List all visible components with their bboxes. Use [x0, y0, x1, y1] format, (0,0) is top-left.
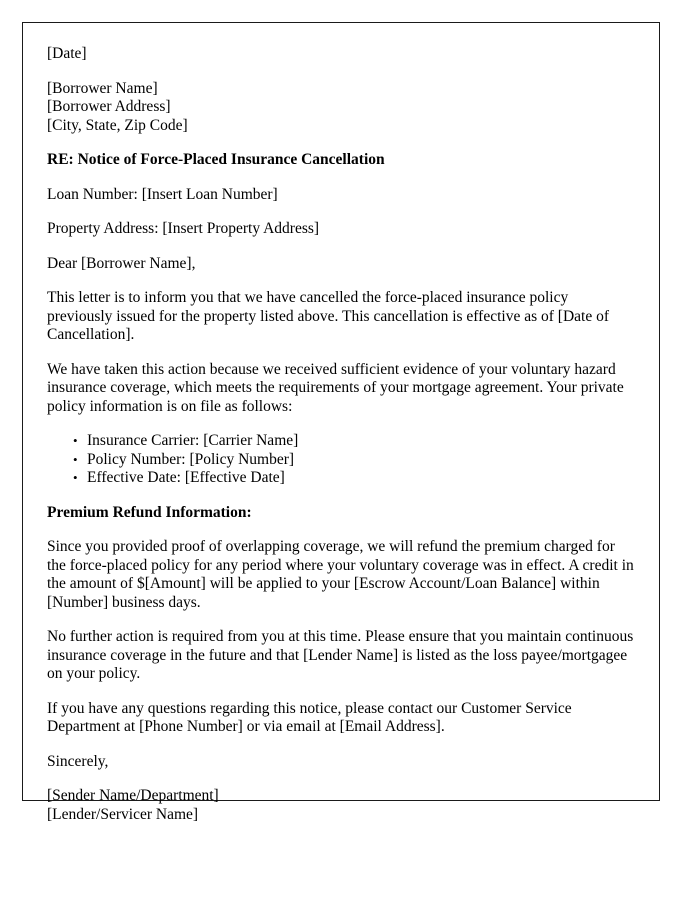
paragraph-reason: We have taken this action because we received sufficient evidence of your voluntary hazard insurance coverage, which meets the requirements of your mortgage agreement. Your private policy information is on file as follows:: [47, 360, 624, 415]
signature-block: [47, 787, 637, 824]
letter-body: [47, 45, 637, 824]
letter-page: [22, 22, 660, 823]
recipient-street: [Borrower Address]: [47, 98, 171, 115]
closing-salutation: Sincerely,: [47, 752, 109, 770]
salutation: Dear [Borrower Name],: [47, 254, 196, 272]
date-line: [Date]: [47, 45, 87, 62]
paragraph-cancellation-notice: This letter is to inform you that we have cancelled the force-placed insurance policy previously issued for the property listed above. This cancellation is effective as of [Date of Cancellation].: [47, 289, 609, 343]
list-item: • Policy Number: [Policy Number]: [47, 451, 637, 470]
paragraph-no-action-required: No further action is required from you at this time. Please ensure that you maintain continuous insurance coverage in the future and that [Lender Name] is listed as the loss payee/mortgagee on your policy.: [47, 628, 634, 682]
subject-line: RE: Notice of Force-Placed Insurance Cancellation: [47, 151, 385, 168]
refund-section-heading: Premium Refund Information:: [47, 503, 252, 521]
recipient-city-state-zip: [City, State, Zip Code]: [47, 116, 188, 134]
recipient-address-block: [47, 80, 637, 136]
recipient-name: [Borrower Name]: [47, 79, 158, 97]
paragraph-contact-info: If you have any questions regarding this notice, please contact our Customer Service Department at [Phone Number] or via email at [Email Address].: [47, 699, 572, 735]
property-address-line: Property Address: [Insert Property Address]: [47, 220, 320, 237]
list-item: • Insurance Carrier: [Carrier Name]: [47, 432, 637, 451]
paragraph-refund-details: Since you provided proof of overlapping coverage, we will refund the premium charged for the force-placed policy for any period where your voluntary coverage was in effect. A credit in the amount of $[Amount] will be applied to your [Escrow Account/Loan Balance] within [Number] business days.: [47, 538, 634, 611]
list-item: • Effective Date: [Effective Date]: [47, 469, 637, 488]
loan-number-line: Loan Number: [Insert Loan Number]: [47, 185, 278, 203]
sender-name-department: [Sender Name/Department]: [47, 787, 219, 804]
policy-details-list: [47, 432, 637, 488]
lender-servicer-name: [Lender/Servicer Name]: [47, 805, 199, 823]
